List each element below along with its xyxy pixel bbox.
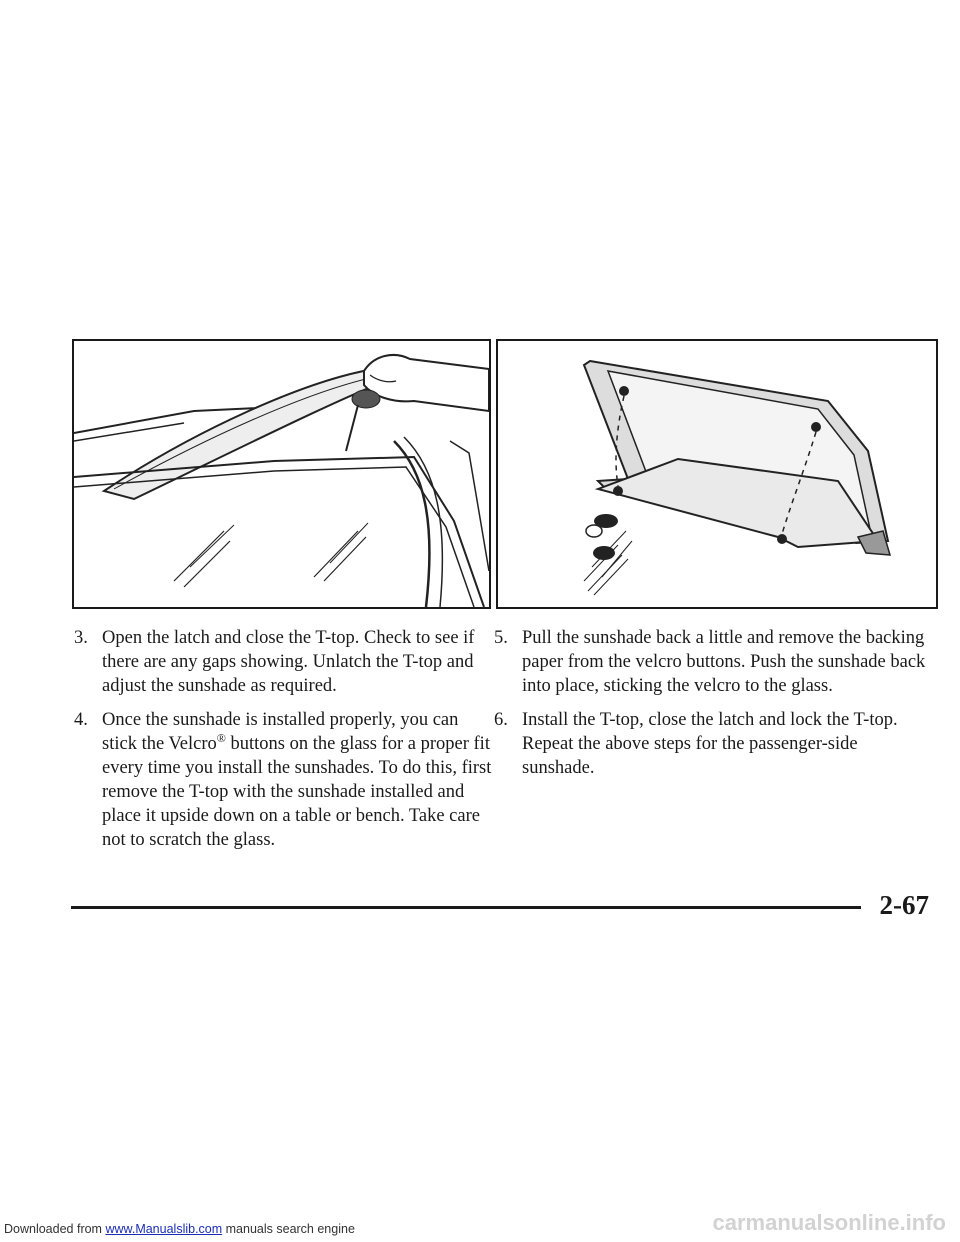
step-4 [74, 708, 494, 852]
footer-rule [71, 906, 861, 909]
steps-column-right [494, 626, 934, 790]
sunshade-velcro-drawing [498, 341, 936, 607]
page-number: 2-67 [879, 890, 929, 920]
step-6 [494, 708, 934, 780]
step-number: 5. [494, 628, 508, 648]
step-text: Open the latch and close the T-top. Check to see if there are any gaps showing. Unlatch the T-top and adjust the sunshade as required. [102, 628, 475, 696]
footer-suffix: manuals search engine [222, 1222, 355, 1236]
step-5 [494, 626, 934, 698]
illustration-ttop-closing [72, 339, 491, 609]
step-text-after: buttons on the glass for a proper fit every time you install the sunshades. To do this, first remove the T-top with the sunshade installed and place it upside down on a table or bench. Take care not to scratch the glass. [102, 734, 492, 850]
manualslib-link[interactable]: www.Manualslib.com [105, 1222, 223, 1236]
step-3 [74, 626, 494, 698]
step-number: 6. [494, 710, 508, 730]
ttop-closing-drawing [74, 341, 489, 607]
step-text: Install the T-top, close the latch and lock the T-top. Repeat the above steps for the passenger-side sunshade. [522, 710, 898, 778]
steps-column-left [74, 626, 494, 862]
step-text [102, 708, 494, 852]
watermark: carmanualsonline.info [712, 1210, 946, 1235]
illustration-sunshade-velcro [496, 339, 938, 609]
step-number: 3. [74, 628, 88, 648]
step-text: Pull the sunshade back a little and remove the backing paper from the velcro buttons. Push the sunshade back into place, sticking the velcro to the glass. [522, 628, 926, 696]
registered-mark: ® [216, 730, 226, 745]
download-footer [4, 1222, 355, 1236]
step-text-before: Once the sunshade is installed properly, you can stick the Velcro [102, 710, 459, 754]
footer-prefix: Downloaded from [4, 1222, 106, 1236]
step-number: 4. [74, 710, 88, 730]
